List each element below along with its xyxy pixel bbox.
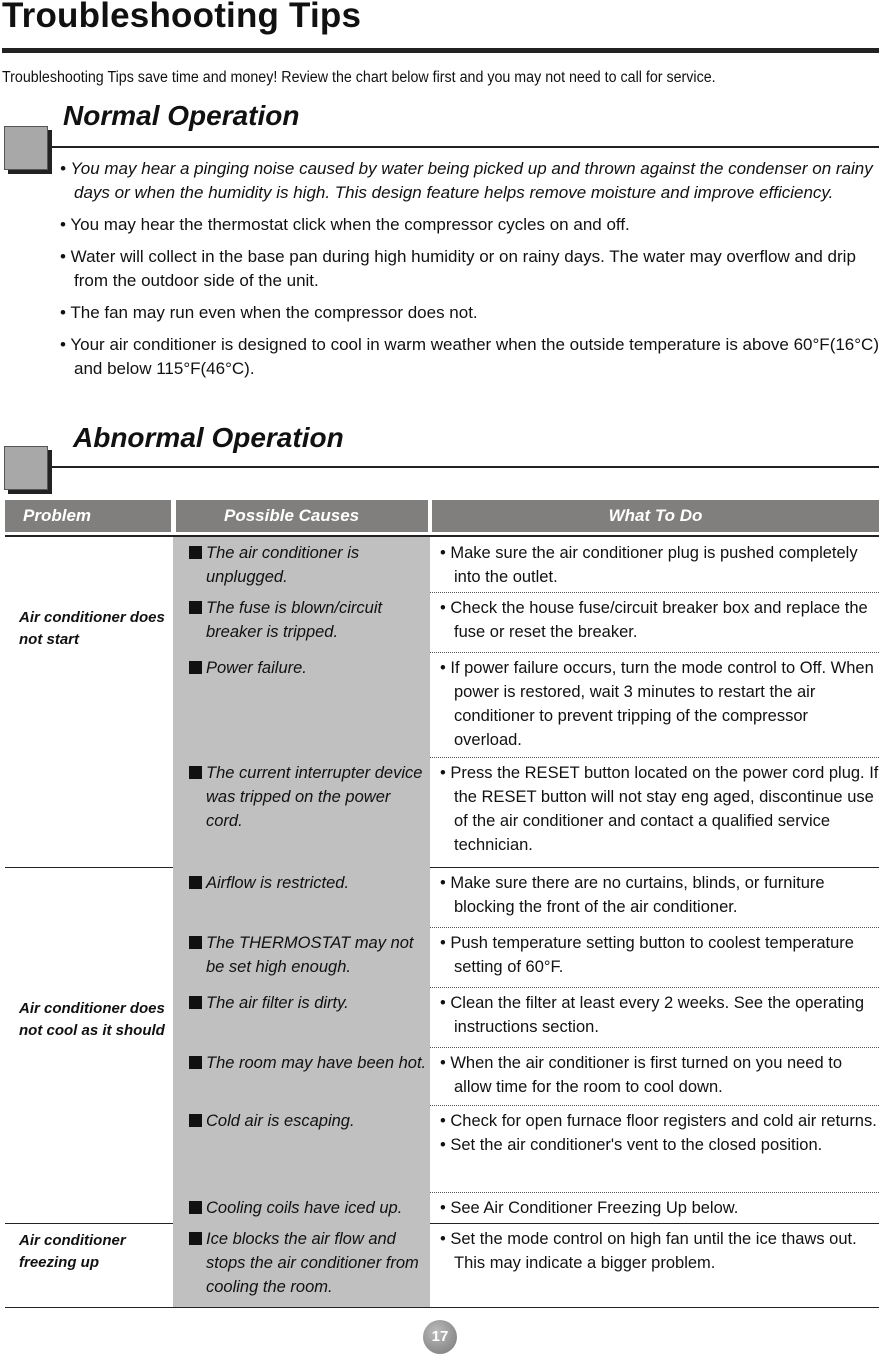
title-divider — [2, 48, 879, 53]
problem-label: Air conditioner does not start — [19, 609, 165, 648]
list-item: • Water will collect in the base pan during high humidity or on rainy days. The water may overflow and drip from the outdoor side of the unit. — [60, 247, 856, 290]
action-text: • Set the air conditioner's vent to the closed position. — [440, 1136, 823, 1154]
cause-text: Cooling coils have iced up. — [206, 1199, 403, 1217]
cause-text: The fuse is blown/circuit breaker is tripped. — [206, 599, 383, 641]
header-what-to-do: What To Do — [432, 500, 879, 532]
action-text: • Push temperature setting button to coolest temperature setting of 60°F. — [440, 934, 854, 976]
what-to-do-cell — [440, 537, 880, 589]
cause-cell — [173, 1105, 430, 1192]
cause-text: Cold air is escaping. — [206, 1112, 355, 1130]
cause-cell — [173, 1047, 430, 1105]
what-to-do-cell — [440, 1047, 880, 1099]
what-to-do-cell — [440, 927, 880, 979]
what-to-do-cell — [440, 1105, 880, 1157]
square-bullet-icon — [189, 1056, 202, 1069]
action-text: • If power failure occurs, turn the mode control to Off. When power is restored, wait 3 minutes to restart the air conditioner to prevent tripping of the compressor overload. — [440, 659, 874, 749]
square-bullet-icon — [189, 546, 202, 559]
square-bullet-icon — [189, 1201, 202, 1214]
list-item: • The fan may run even when the compressor does not. — [60, 303, 478, 322]
cause-text: The air filter is dirty. — [206, 994, 349, 1012]
cause-text: The THERMOSTAT may not be set high enough. — [206, 934, 414, 976]
square-bullet-icon — [189, 1114, 202, 1127]
action-text: • When the air conditioner is first turned on you need to allow time for the room to cool down. — [440, 1054, 843, 1096]
what-to-do-cell — [440, 867, 880, 919]
cause-cell — [173, 652, 430, 757]
action-text: • Clean the filter at least every 2 weeks. See the operating instructions section. — [440, 994, 865, 1036]
list-item: • You may hear a pinging noise caused by water being picked up and thrown against the condenser on rainy days or when the humidity is high. This design feature helps remove moisture and improve efficiency. — [60, 159, 873, 202]
what-to-do-cell — [440, 757, 880, 857]
header-problem: Problem — [5, 500, 171, 532]
intro-text: Troubleshooting Tips save time and money! Review the chart below first and you may not need to call for service. — [2, 69, 716, 86]
action-text: • See Air Conditioner Freezing Up below. — [440, 1199, 739, 1217]
section-marker-icon — [4, 126, 48, 170]
action-text: • Press the RESET button located on the power cord plug. If the RESET button will not stay eng aged, discontinue use of the air conditioner and contact a qualified service technician. — [440, 764, 879, 854]
cause-text: Ice blocks the air flow and stops the air conditioner from cooling the room. — [206, 1230, 419, 1296]
normal-operation-heading: Normal Operation — [63, 100, 300, 131]
what-to-do-cell — [440, 1192, 880, 1220]
row-divider — [5, 1307, 879, 1308]
section-marker-icon — [4, 446, 48, 490]
section-divider — [50, 466, 879, 468]
action-text: • Make sure the air conditioner plug is pushed completely into the outlet. — [440, 544, 858, 586]
section-divider — [50, 146, 879, 148]
what-to-do-cell — [440, 1223, 880, 1275]
page-number: 17 — [423, 1320, 457, 1354]
square-bullet-icon — [189, 876, 202, 889]
what-to-do-cell — [440, 592, 880, 644]
header-possible-causes: Possible Causes — [176, 500, 428, 532]
cause-cell — [173, 757, 430, 867]
action-text: • Check the house fuse/circuit breaker box and replace the fuse or reset the breaker. — [440, 599, 868, 641]
cause-text: The current interrupter device was tripped on the power cord. — [206, 764, 423, 830]
action-text: • Make sure there are no curtains, blinds, or furniture blocking the front of the air conditioner. — [440, 874, 825, 916]
what-to-do-cell — [440, 987, 880, 1039]
list-item: • Your air conditioner is designed to cool in warm weather when the outside temperature is above 60°F(16°C) and below 115°F(46°C). — [60, 335, 879, 378]
action-text: • Check for open furnace floor registers and cold air returns. — [440, 1112, 877, 1130]
cause-cell — [173, 1223, 430, 1307]
cause-cell — [173, 1192, 430, 1223]
cause-cell — [173, 592, 430, 652]
square-bullet-icon — [189, 766, 202, 779]
cause-text: Airflow is restricted. — [206, 874, 350, 892]
page-title: Troubleshooting Tips — [2, 0, 362, 35]
problem-label: Air conditioner does not cool as it should — [19, 1000, 165, 1039]
abnormal-operation-heading: Abnormal Operation — [73, 422, 344, 453]
normal-operation-list — [60, 157, 880, 389]
cause-cell — [173, 987, 430, 1047]
problem-label: Air conditioner freezing up — [19, 1232, 126, 1271]
cause-cell — [173, 927, 430, 987]
cause-cell — [173, 867, 430, 927]
list-item: • You may hear the thermostat click when the compressor cycles on and off. — [60, 215, 630, 234]
cause-text: Power failure. — [206, 659, 307, 677]
square-bullet-icon — [189, 996, 202, 1009]
action-text: • Set the mode control on high fan until the ice thaws out. This may indicate a bigger problem. — [440, 1230, 857, 1272]
cause-text: The room may have been hot. — [206, 1054, 427, 1072]
square-bullet-icon — [189, 661, 202, 674]
cause-cell — [173, 537, 430, 592]
square-bullet-icon — [189, 936, 202, 949]
square-bullet-icon — [189, 601, 202, 614]
square-bullet-icon — [189, 1232, 202, 1245]
what-to-do-cell — [440, 652, 880, 752]
cause-text: The air conditioner is unplugged. — [206, 544, 360, 586]
